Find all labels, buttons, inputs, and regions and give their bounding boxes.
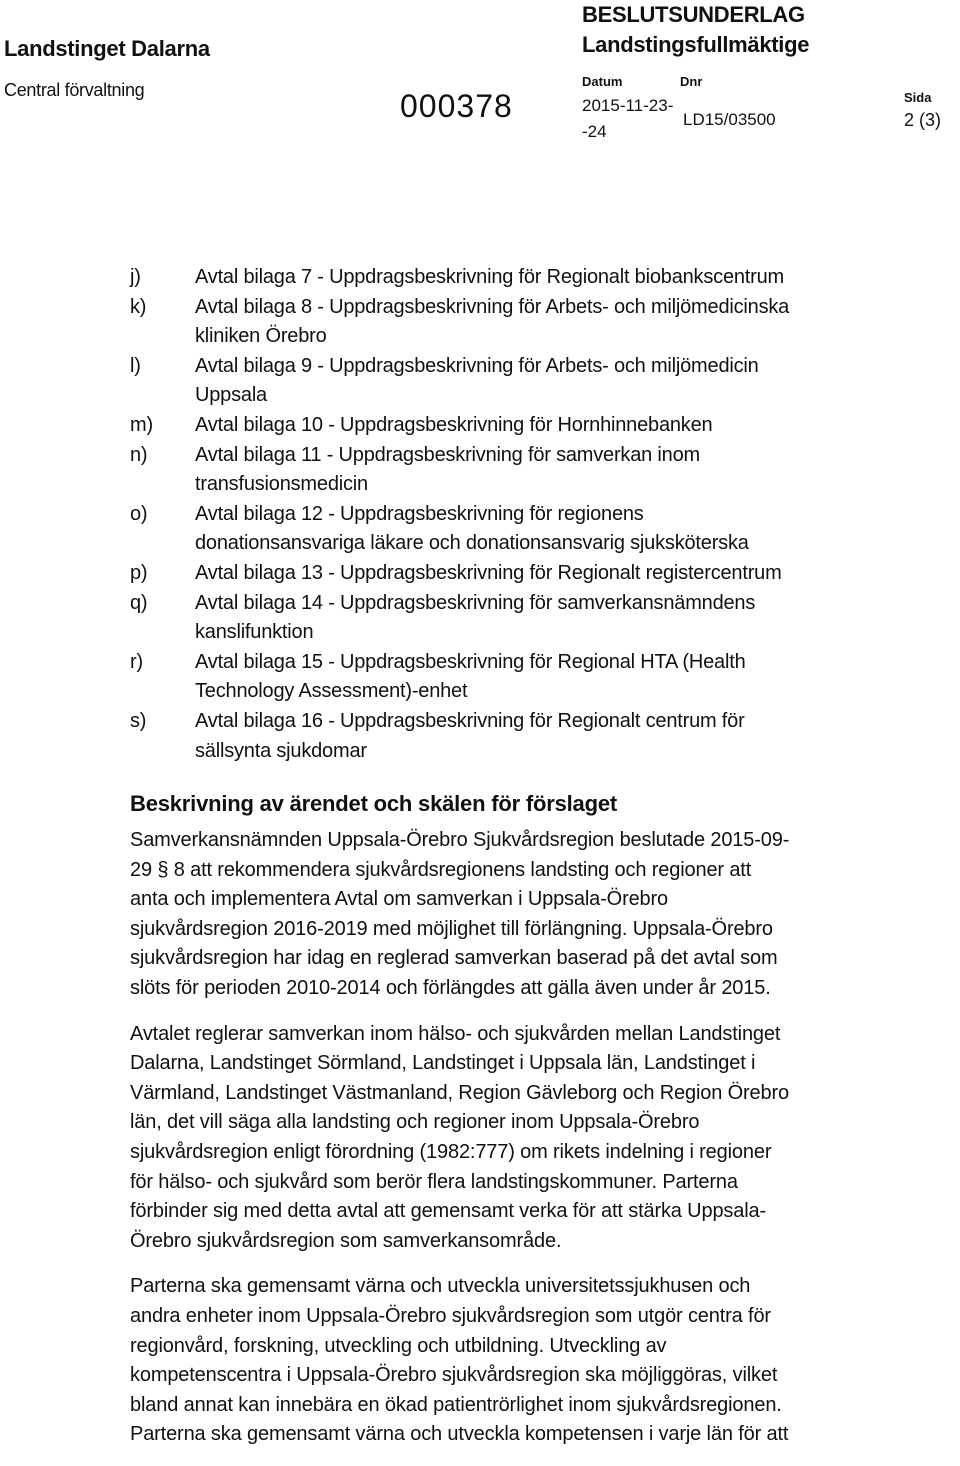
list-item-text: Avtal bilaga 14 - Uppdragsbeskrivning för samverkansnämndens	[195, 591, 756, 614]
list-item-label: r)	[130, 650, 143, 673]
paragraph-line: Värmland, Landstinget Västmanland, Region Gävleborg och Region Örebro	[130, 1081, 789, 1104]
paragraph-line: Parterna ska gemensamt värna och utveckla kompetensen i varje län för att	[130, 1423, 789, 1446]
list-item-text: Avtal bilaga 12 - Uppdragsbeskrivning för regionens	[195, 502, 644, 525]
date-value-line1: 2015-11-23-	[582, 96, 674, 115]
list-item-text: donationsansvariga läkare och donationsansvarig sjuksköterska	[195, 532, 749, 555]
list-item	[130, 441, 950, 500]
list-item-text: Avtal bilaga 10 - Uppdragsbeskrivning för Hornhinnebanken	[195, 413, 713, 436]
organization-name: Landstinget Dalarna	[4, 36, 210, 61]
main-section	[130, 788, 950, 1466]
paragraph-1	[130, 826, 950, 1004]
paragraph-line: Dalarna, Landstinget Sörmland, Landstinget i Uppsala län, Landstinget i	[130, 1052, 756, 1075]
paragraph-line: sjukvårdsregion enligt förordning (1982:777) om rikets indelning i regioner	[130, 1140, 772, 1163]
list-item-text: kliniken Örebro	[195, 325, 327, 348]
list-item-text: Avtal bilaga 8 - Uppdragsbeskrivning för Arbets- och miljömedicinska	[195, 295, 790, 318]
list-item-text: Avtal bilaga 16 - Uppdragsbeskrivning för Regionalt centrum för	[195, 709, 745, 732]
list-item-text: Technology Assessment)-enhet	[195, 680, 468, 703]
list-item	[130, 352, 950, 411]
list-item	[130, 293, 950, 352]
paragraph-line: slöts för perioden 2010-2014 och förlängdes att gälla även under år 2015.	[130, 976, 771, 999]
list-item-label: o)	[130, 502, 148, 525]
paragraph-line: bland annat kan innebära en ökad patientrörlighet inom sjukvårdsregionen.	[130, 1393, 782, 1416]
list-item	[130, 648, 950, 707]
paragraph-line: andra enheter inom Uppsala-Örebro sjukvårdsregion som utgör centra för	[130, 1304, 771, 1327]
paragraph-line: sjukvårdsregion 2016-2019 med möjlighet till förlängning. Uppsala-Örebro	[130, 917, 773, 940]
list-item	[130, 263, 950, 293]
list-item	[130, 589, 950, 648]
list-item	[130, 559, 950, 589]
list-item-label: m)	[130, 413, 153, 436]
paragraph-3	[130, 1272, 950, 1450]
paragraph-line: Samverkansnämnden Uppsala-Örebro Sjukvårdsregion beslutade 2015-09-	[130, 829, 790, 851]
list-item-label: n)	[130, 443, 148, 466]
date-label: Datum	[582, 74, 623, 89]
list-item-label: q)	[130, 591, 148, 614]
paragraph-line: förbinder sig med detta avtal att gemensamt verka för att stärka Uppsala-	[130, 1200, 767, 1223]
document-type: BESLUTSUNDERLAG	[582, 2, 805, 27]
list-item-label: p)	[130, 561, 148, 584]
paragraph-line: anta och implementera Avtal om samverkan i Uppsala-Örebro	[130, 888, 669, 911]
page-number: 2 (3)	[904, 110, 942, 130]
list-item	[130, 707, 950, 766]
list-item-text: kanslifunktion	[195, 621, 314, 644]
paragraph-line: Avtalet reglerar samverkan inom hälso- och sjukvården mellan Landstinget	[130, 1022, 781, 1045]
list-item-text: sällsynta sjukdomar	[195, 739, 367, 762]
list-item-label: l)	[130, 354, 141, 377]
list-item-text: Avtal bilaga 7 - Uppdragsbeskrivning för Regionalt biobankscentrum	[195, 266, 784, 288]
list-item-label: k)	[130, 295, 147, 318]
paragraph-line: Parterna ska gemensamt värna och utveckla universitetssjukhusen och	[130, 1275, 751, 1298]
dnr-value: LD15/03500	[683, 110, 776, 129]
list-item-text: transfusionsmedicin	[195, 473, 368, 496]
paragraph-2	[130, 1020, 950, 1257]
date-value-line2: -24	[582, 122, 607, 141]
paragraph-line: sjukvårdsregion har idag en reglerad samverkan baserad på det avtal som	[130, 947, 778, 970]
list-item-text: Uppsala	[195, 384, 267, 407]
list-item-text: Avtal bilaga 15 - Uppdragsbeskrivning för Regional HTA (Health	[195, 650, 746, 673]
paragraph-line: för hälso- och sjukvård som berör flera landstingskommuner. Parterna	[130, 1170, 738, 1193]
paragraph-line: Örebro sjukvårdsregion som samverkansområde.	[130, 1229, 562, 1252]
list-item	[130, 411, 950, 441]
list-item-label: s)	[130, 709, 147, 732]
paragraph-line: län, det vill säga alla landsting och regioner inom Uppsala-Örebro	[130, 1111, 700, 1134]
paragraph-line: 29 § 8 att rekommendera sjukvårdsregionens landsting och regioner att	[130, 858, 752, 881]
list-item-label: j)	[130, 266, 141, 288]
paragraph-line: regionvård, forskning, utveckling och utbildning. Utveckling av	[130, 1334, 667, 1357]
document-recipient: Landstingsfullmäktige	[582, 32, 810, 57]
document-stamp-number: 000378	[400, 88, 513, 124]
dnr-label: Dnr	[680, 74, 703, 89]
section-heading: Beskrivning av ärendet och skälen för förslaget	[130, 791, 617, 816]
list-item	[130, 500, 950, 559]
organization-unit: Central förvaltning	[4, 80, 145, 100]
list-item-text: Avtal bilaga 13 - Uppdragsbeskrivning för Regionalt registercentrum	[195, 561, 782, 584]
page-label: Sida	[904, 90, 932, 105]
list-item-text: Avtal bilaga 11 - Uppdragsbeskrivning för samverkan inom	[195, 443, 700, 466]
list-item-text: Avtal bilaga 9 - Uppdragsbeskrivning för Arbets- och miljömedicin	[195, 354, 759, 377]
paragraph-line: kompetenscentra i Uppsala-Örebro sjukvårdsregion ska möjliggöras, vilket	[130, 1364, 778, 1387]
attachment-list	[130, 263, 950, 766]
